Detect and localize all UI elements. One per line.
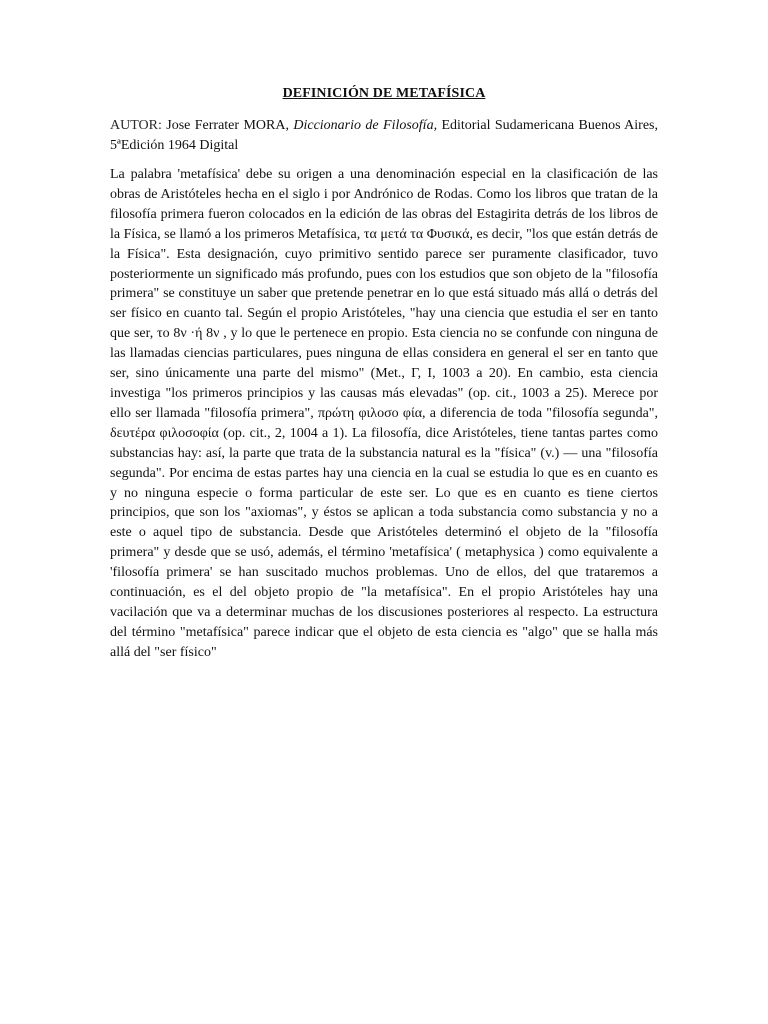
author-name: Jose Ferrater MORA, xyxy=(161,118,294,133)
document-title: DEFINICIÓN DE METAFÍSICA xyxy=(282,86,486,101)
body-paragraph: La palabra 'metafísica' debe su origen a una denominación especial en la clasificación de las obras de Aristóteles hecha en el siglo i por Andrónico de Rodas. Como los libros que tratan de la filosofía primera fueron colocados en la edición de las obras del Estagirita detrás de los libros de la Física, se llamó a los primeros Metafísica, τα μετά τα Φυσικά, es decir, "los que están detrás de la Física". Esta designación, cuyo primitivo sentido parece ser puramente clasificador, tuvo posteriormente un significado más profundo, pues con los estudios que son objeto de la "filosofía primera" se constituye un saber que pretende penetrar en lo que está situado más allá o detrás del ser físico en cuanto tal. Según el propio Aristóteles, "hay una ciencia que estudia el ser en tanto que ser, το 8ν ·ή 8ν , y lo que le pertenece en propio. Esta ciencia no se confunde con ninguna de las llamadas ciencias particulares, pues ninguna de ellas considera en general el ser en tanto que ser, sino únicamente una parte del mismo" (Met., Γ, I, 1003 a 20). En cambio, esta ciencia investiga "los primeros principios y las causas más elevadas" (op. cit., 1003 a 25). Merece por ello ser llamada "filosofía primera", πρώτη φιλοσο φία, a diferencia de toda "filosofía segunda", δευτέρα φιλοσοφία (op. cit., 2, 1004 a 1). La filosofía, dice Aristóteles, tiene tantas partes como substancias hay: así, la parte que trata de la substancia natural es la "física" (v.) — una "filosofía segunda". Por encima de estas partes hay una ciencia en la cual se estudia lo que es en cuanto es y no ninguna especie o forma particular de este ser. Lo que es en cuanto es tiene ciertos principios, que son los "axiomas", y éstos se aplican a toda substancia como substancia y no a este o aquel tipo de substancia. Desde que Aristóteles determinó el objeto de la "filosofía primera" y desde que se usó, además, el término 'metafísica' ( metaphysica ) como equivalente a 'filosofía primera' se han suscitado muchos problemas. Uno de ellos, del que trataremos a continuación, es el del objeto propio de "la metafísica". En el propio Aristóteles hay una vacilación que va a determinar muchas de los discusiones posteriores al respecto. La estructura del término "metafísica" parece indicar que el objeto de esta ciencia es "algo" que se halla más allá del "ser físico" xyxy=(110,167,658,660)
work-title: Diccionario de Filosofía, xyxy=(293,118,438,133)
author-line xyxy=(110,116,658,156)
author-label: AUTOR: xyxy=(110,118,162,133)
document-page xyxy=(110,84,658,663)
publisher-info: Editorial Sudamericana Buenos Aires, 5ªEdición 1964 Digital xyxy=(110,118,658,153)
